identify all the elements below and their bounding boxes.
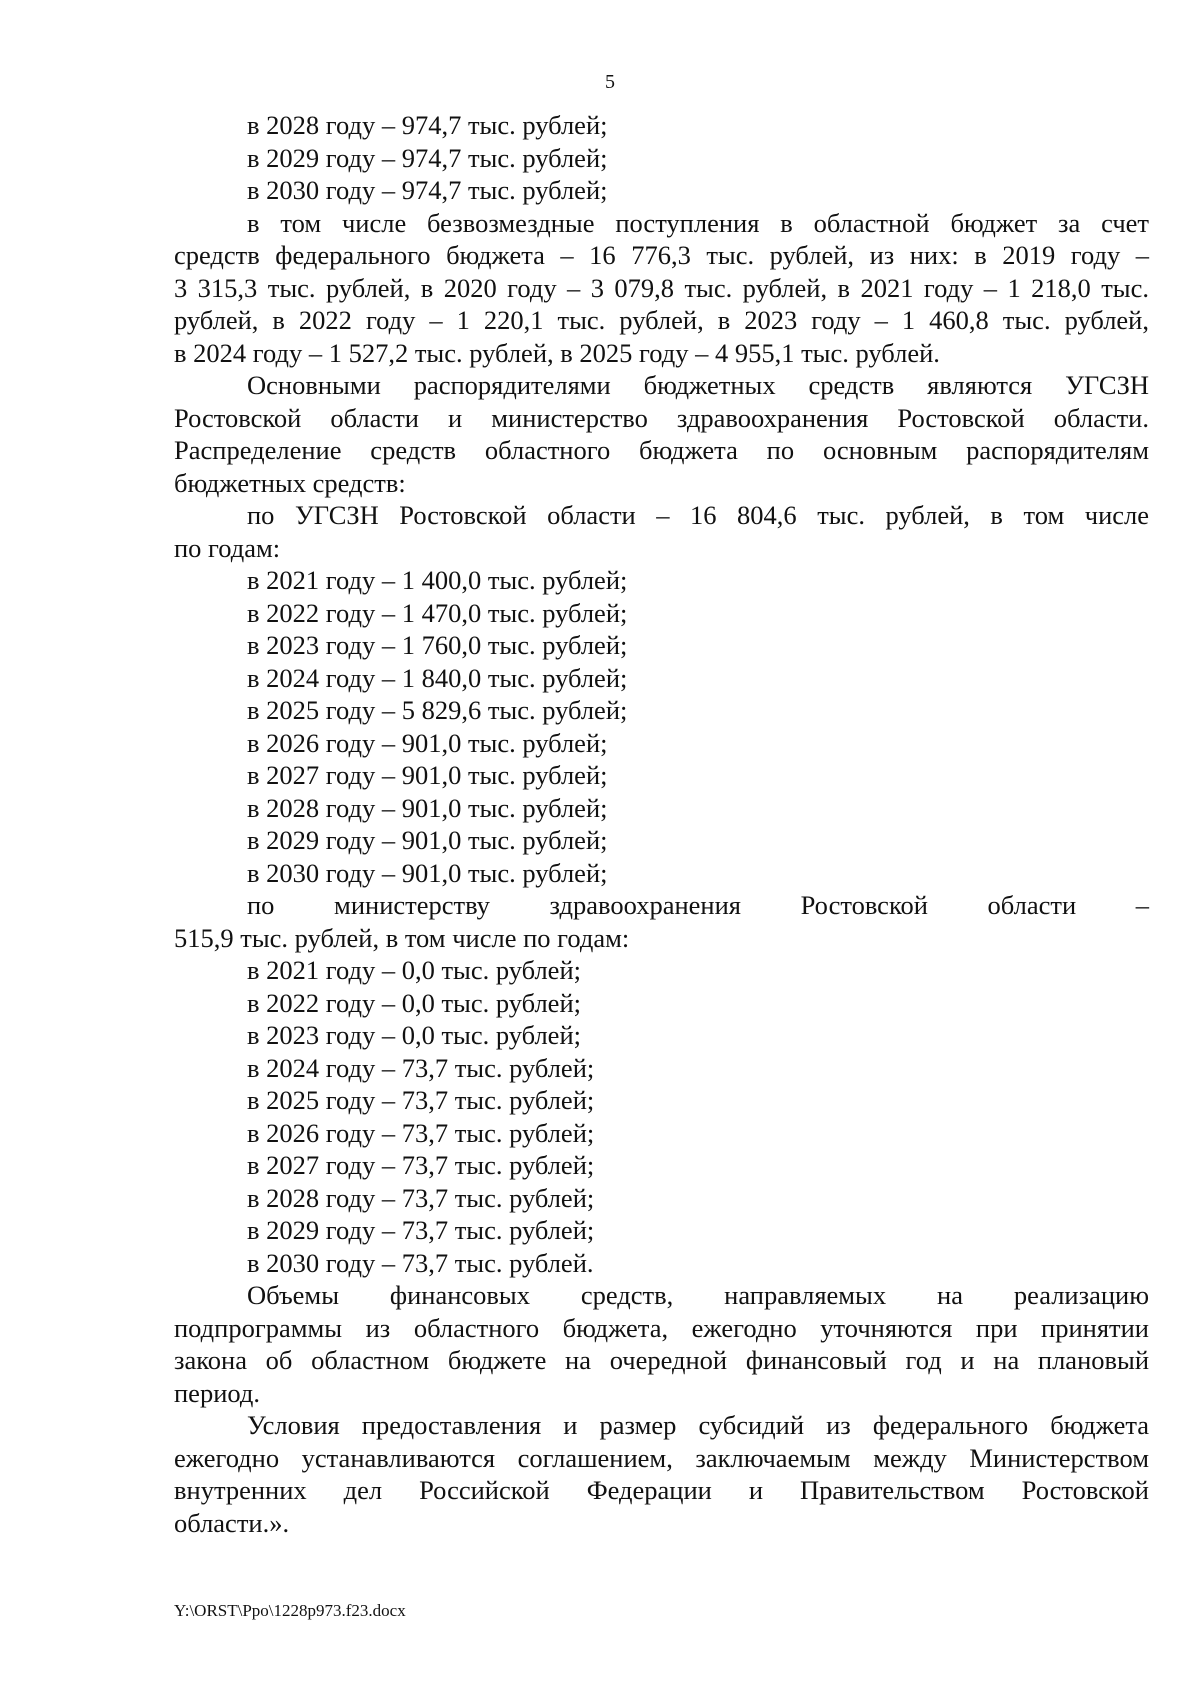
text-line: Условия предоставления и размер субсидий из федерального бюджета <box>247 1410 1149 1440</box>
text-line: закона об областном бюджете на очередной финансовый год и на плановый <box>174 1345 1149 1375</box>
text-line: в 2024 году – 1 840,0 тыс. рублей; <box>247 662 628 693</box>
text-line: подпрограммы из областного бюджета, ежегодно уточняются при принятии <box>174 1312 1149 1343</box>
text-line: в 2025 году – 73,7 тыс. рублей; <box>247 1085 595 1115</box>
text-line: в 2021 году – 1 400,0 тыс. рублей; <box>247 565 628 595</box>
text-line: в 2027 году – 901,0 тыс. рублей; <box>247 760 608 790</box>
text-line: 515,9 тыс. рублей, в том числе по годам: <box>174 922 630 953</box>
text-line: в 2029 году – 901,0 тыс. рублей; <box>247 825 608 855</box>
text-line: в 2030 году – 974,7 тыс. рублей; <box>247 175 608 205</box>
text-line: по годам: <box>174 532 281 563</box>
footer-file-path: Y:\ORST\Ppo\1228p973.f23.docx <box>174 1601 406 1620</box>
text-line: внутренних дел Российской Федерации и Правительством Ростовской <box>174 1475 1149 1505</box>
text-line: в 2024 году – 1 527,2 тыс. рублей, в 2025 году – 4 955,1 тыс. рублей. <box>174 337 940 368</box>
text-line: в 2023 году – 0,0 тыс. рублей; <box>247 1020 581 1050</box>
text-line: в 2029 году – 974,7 тыс. рублей; <box>247 142 608 173</box>
text-line: в 2027 году – 73,7 тыс. рублей; <box>247 1150 595 1180</box>
text-line: в 2028 году – 974,7 тыс. рублей; <box>247 110 608 140</box>
text-line: в 2030 году – 73,7 тыс. рублей. <box>247 1247 594 1278</box>
text-line: в 2029 году – 73,7 тыс. рублей; <box>247 1215 595 1245</box>
text-line: Распределение средств областного бюджета по основным распорядителям <box>174 435 1149 465</box>
text-line: в 2023 году – 1 760,0 тыс. рублей; <box>247 630 628 660</box>
text-line: в 2024 году – 73,7 тыс. рублей; <box>247 1052 595 1083</box>
text-line: средств федерального бюджета – 16 776,3 тыс. рублей, из них: в 2019 году – <box>174 240 1149 270</box>
text-line: рублей, в 2022 году – 1 220,1 тыс. рублей, в 2023 году – 1 460,8 тыс. рублей, <box>174 305 1149 335</box>
text-line: 3 315,3 тыс. рублей, в 2020 году – 3 079,8 тыс. рублей, в 2021 году – 1 218,0 тыс. <box>174 272 1149 303</box>
text-line: в 2028 году – 73,7 тыс. рублей; <box>247 1182 595 1213</box>
page-number: 5 <box>605 71 615 93</box>
text-line: в 2022 году – 0,0 тыс. рублей; <box>247 987 581 1018</box>
text-line: в 2022 году – 1 470,0 тыс. рублей; <box>247 597 628 628</box>
text-line: Объемы финансовых средств, направляемых на реализацию <box>247 1280 1149 1310</box>
text-line: в 2021 году – 0,0 тыс. рублей; <box>247 955 581 985</box>
text-line: по министерству здравоохранения Ростовской области – <box>247 890 1149 920</box>
text-line: в 2026 году – 73,7 тыс. рублей; <box>247 1117 595 1148</box>
text-line: в том числе безвозмездные поступления в областной бюджет за счет <box>247 207 1149 238</box>
text-line: в 2030 году – 901,0 тыс. рублей; <box>247 857 608 888</box>
text-line: бюджетных средств: <box>174 467 406 498</box>
text-line: ежегодно устанавливаются соглашением, заключаемым между Министерством <box>174 1442 1149 1473</box>
text-line: в 2025 году – 5 829,6 тыс. рублей; <box>247 695 628 725</box>
text-line: в 2028 году – 901,0 тыс. рублей; <box>247 792 608 823</box>
text-line: период. <box>174 1377 260 1408</box>
text-line: области.». <box>174 1507 290 1538</box>
text-line: в 2026 году – 901,0 тыс. рублей; <box>247 727 608 758</box>
text-line: Ростовской области и министерство здравоохранения Ростовской области. <box>174 402 1149 433</box>
document-body <box>174 109 1149 1539</box>
text-line: по УГСЗН Ростовской области – 16 804,6 тыс. рублей, в том числе <box>247 500 1149 530</box>
text-line: Основными распорядителями бюджетных средств являются УГСЗН <box>247 370 1149 400</box>
